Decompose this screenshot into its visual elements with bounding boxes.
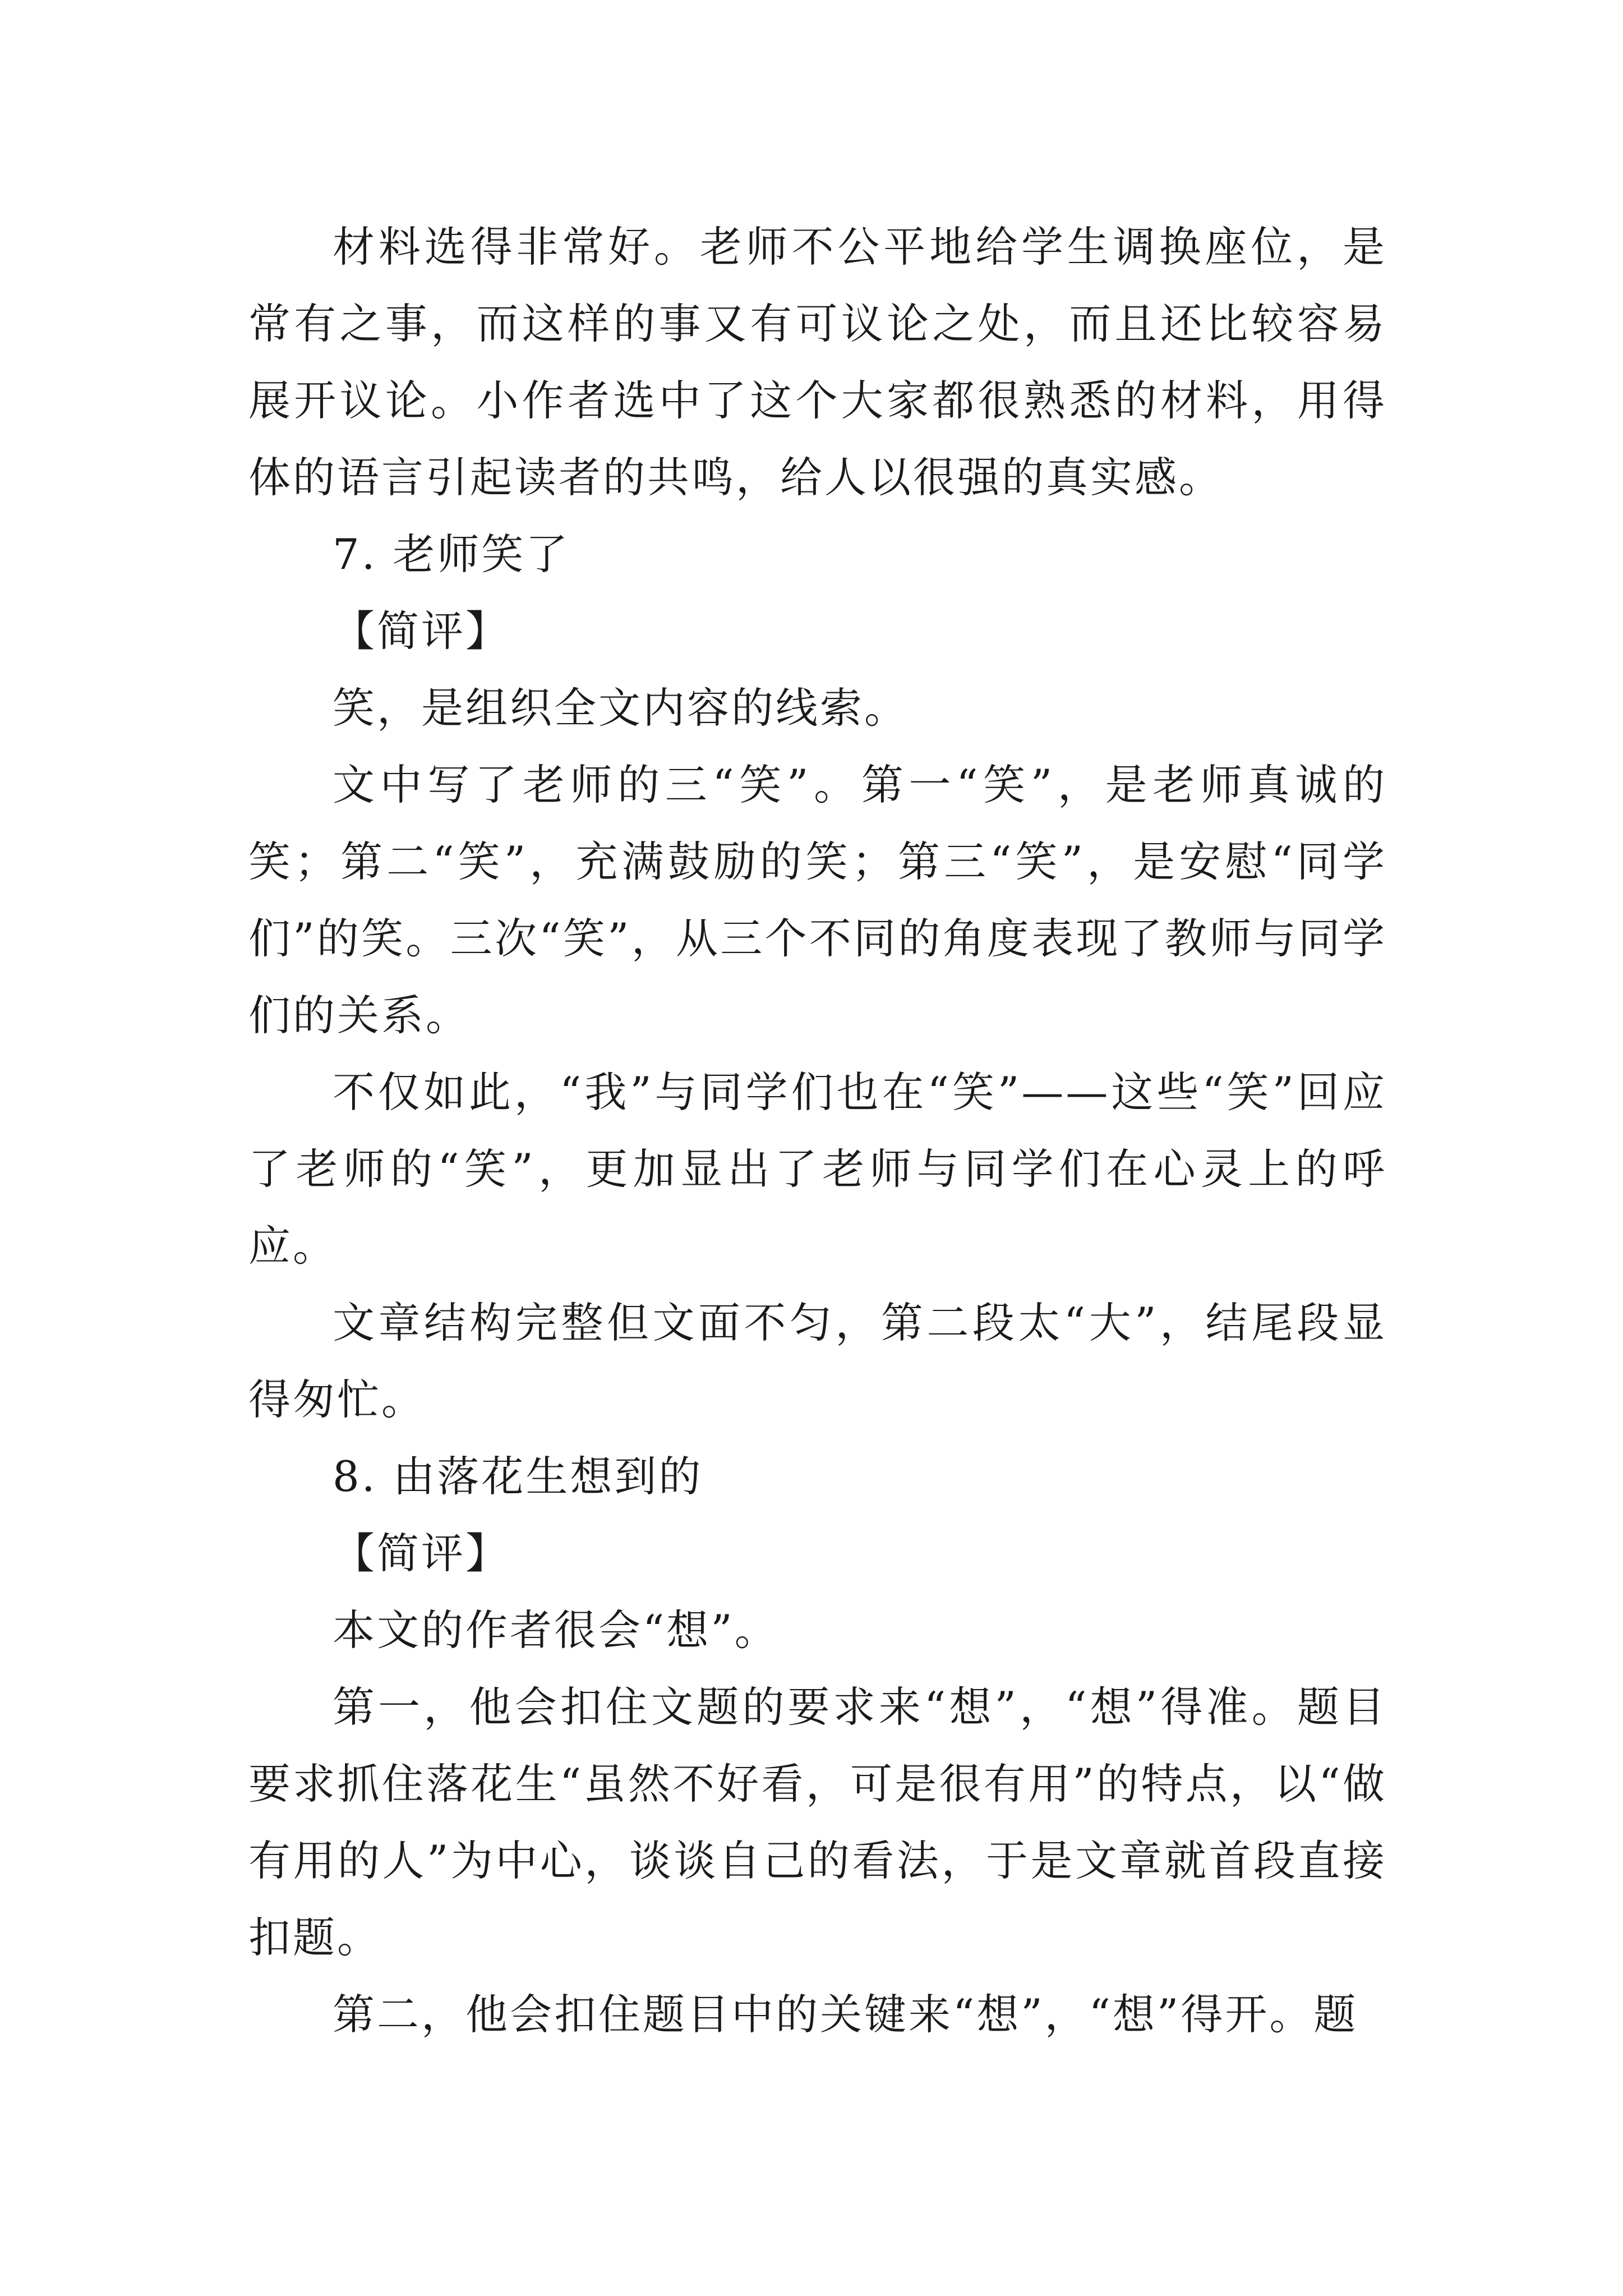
- paragraph-three-smiles: 文中写了老师的三“笑”。第一“笑”，是老师真诚的笑；第二“笑”，充满鼓励的笑；第三“笑”，是安慰“同学们”的笑。三次“笑”，从三个不同的角度表现了教师与同学们的关系。: [248, 760, 1387, 1040]
- paragraph-second-point: 第二，他会扣住题目中的关键来“想”，“想”得开。题: [333, 1990, 1358, 2039]
- essay-title-8: 8. 由落花生想到的: [333, 1452, 703, 1501]
- comment-heading-7: 【简评】: [333, 606, 510, 656]
- essay-title-7: 7. 老师笑了: [333, 530, 570, 579]
- paragraph-structure-comment: 文章结构完整但文面不匀，第二段太“大”，结尾段显得匆忙。: [248, 1298, 1387, 1424]
- paragraph-material-comment: 材料选得非常好。老师不公平地给学生调换座位，是常有之事，而这样的事又有可议论之处，而且还比较容易展开议论。小作者选中了这个大家都很熟悉的材料，用得体的语言引起读者的共鸣，给人以很强的真实感。: [248, 222, 1387, 502]
- comment-heading-8: 【简评】: [333, 1529, 510, 1578]
- paragraph-author-thinks: 本文的作者很会“想”。: [333, 1605, 779, 1655]
- paragraph-smile-clue: 笑，是组织全文内容的线索。: [333, 683, 909, 733]
- paragraph-first-point: 第一，他会扣住文题的要求来“想”，“想”得准。题目要求抓住落花生“虽然不好看，可是很有用”的特点，以“做有用的人”为中心，谈谈自己的看法，于是文章就首段直接扣题。: [248, 1682, 1387, 1962]
- paragraph-smile-response: 不仅如此，“我”与同学们也在“笑”——这些“笑”回应了老师的“笑”，更加显出了老师与同学们在心灵上的呼应。: [248, 1068, 1387, 1271]
- document-body: [248, 209, 1387, 2053]
